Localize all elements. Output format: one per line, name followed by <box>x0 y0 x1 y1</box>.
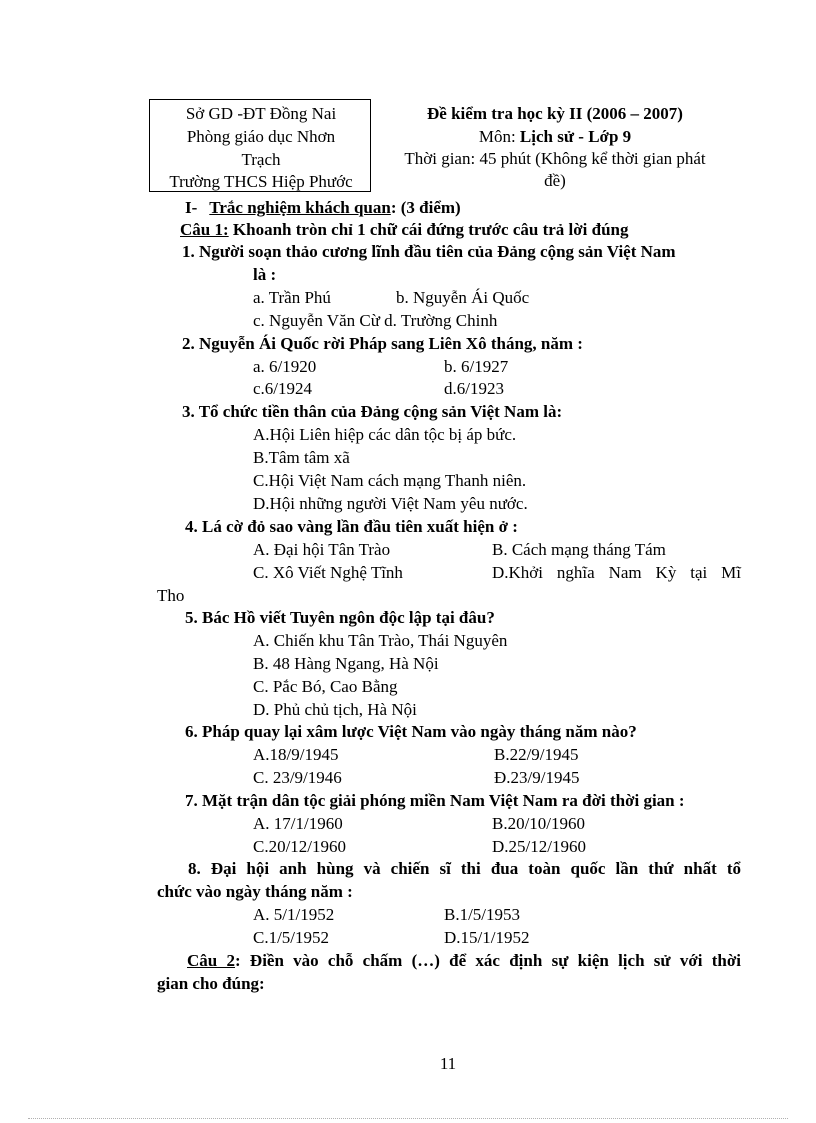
time-line-2: đề) <box>544 171 566 190</box>
q1-option-a: a. Trần Phú <box>253 288 331 307</box>
q5-option-b: B. 48 Hàng Ngang, Hà Nội <box>253 654 439 673</box>
q2-option-c: c.6/1924 <box>253 379 313 398</box>
question-3: 3. Tổ chức tiền thân của Đảng cộng sản Việt Nam là: <box>182 402 563 421</box>
q6-option-c: C. 23/9/1946 <box>253 768 342 787</box>
subject-line <box>380 126 730 148</box>
q8-option-d: D.15/1/1952 <box>444 928 530 947</box>
q2-option-a: a. 6/1920 <box>253 357 317 376</box>
question-8: 8. Đại hội anh hùng và chiến sĩ thi đua toàn quốc lần thứ nhất tổ <box>188 859 741 878</box>
section-title: Trắc nghiệm khách quan <box>209 198 391 217</box>
q5-option-c: C. Pắc Bó, Cao Bằng <box>253 677 398 696</box>
q5-option-a: A. Chiến khu Tân Trào, Thái Nguyên <box>253 631 508 650</box>
cau2-heading <box>157 950 741 972</box>
exam-title: Đề kiểm tra học kỳ II (2006 – 2007) <box>427 104 683 123</box>
q2-option-b: b. 6/1927 <box>444 357 509 376</box>
department-name: Sở GD -ĐT Đồng Nai <box>185 104 337 123</box>
q8-option-b: B.1/5/1953 <box>444 905 521 924</box>
school-name: Trường THCS Hiệp Phước <box>169 172 353 191</box>
section-points: : (3 điểm) <box>390 198 461 217</box>
office-name: Phòng giáo dục Nhơn <box>186 127 336 146</box>
question-8-cont: chức vào ngày tháng năm : <box>157 882 353 901</box>
question-7: 7. Mặt trận dân tộc giải phóng miền Nam Việt Nam ra đời thời gian : <box>185 791 685 810</box>
q7-option-a: A. 17/1/1960 <box>253 814 343 833</box>
q7-option-d: D.25/12/1960 <box>492 837 586 856</box>
subject-name: Lịch sử - Lớp 9 <box>519 127 632 146</box>
cau2-instruction-cont: gian cho đúng: <box>157 974 265 993</box>
office-name-cont: Trạch <box>241 150 281 169</box>
section-number: I- <box>185 198 198 217</box>
q6-option-b: B.22/9/1945 <box>494 745 579 764</box>
q8-option-c: C.1/5/1952 <box>253 928 330 947</box>
question-1: 1. Người soạn thảo cương lĩnh đầu tiên của Đảng cộng sản Việt Nam <box>182 242 676 261</box>
q4-option-d: D.Khởi nghĩa Nam Kỳ tại Mĩ <box>492 563 741 582</box>
q7-option-b: B.20/10/1960 <box>492 814 586 833</box>
q1-option-b: b. Nguyễn Ái Quốc <box>396 288 530 307</box>
q4-option-d-cont: Tho <box>157 586 185 605</box>
q8-option-a: A. 5/1/1952 <box>253 905 335 924</box>
q6-option-d: Đ.23/9/1945 <box>494 768 580 787</box>
cau2-instruction: : Điền vào chỗ chấm (…) để xác định sự kiện lịch sử với thời <box>235 951 741 970</box>
cau1-heading <box>180 219 629 241</box>
question-4: 4. Lá cờ đỏ sao vàng lần đầu tiên xuất hiện ở : <box>185 517 518 536</box>
page-bottom-rule <box>28 1118 788 1119</box>
question-1-cont: là : <box>253 265 277 284</box>
time-line-1: Thời gian: 45 phút (Không kể thời gian phát <box>404 149 706 168</box>
question-2: 2. Nguyễn Ái Quốc rời Pháp sang Liên Xô tháng, năm : <box>182 334 583 353</box>
q4-option-c: C. Xô Viết Nghệ Tĩnh <box>253 563 403 582</box>
cau2-label: Câu 2 <box>187 951 235 970</box>
q1-option-cd: c. Nguyễn Văn Cừ d. Trường Chinh <box>253 311 498 330</box>
q7-option-c: C.20/12/1960 <box>253 837 347 856</box>
q5-option-d: D. Phủ chủ tịch, Hà Nội <box>253 700 417 719</box>
q3-option-c: C.Hội Việt Nam cách mạng Thanh niên. <box>253 471 527 490</box>
q6-option-a: A.18/9/1945 <box>253 745 339 764</box>
q2-option-d: d.6/1923 <box>444 379 504 398</box>
school-info-box <box>149 99 371 192</box>
subject-prefix: Môn: <box>478 127 520 146</box>
q3-option-b: B.Tâm tâm xã <box>253 448 350 467</box>
question-5: 5. Bác Hồ viết Tuyên ngôn độc lập tại đâu? <box>185 608 495 627</box>
q3-option-a: A.Hội Liên hiệp các dân tộc bị áp bức. <box>253 425 517 444</box>
cau1-instruction: Khoanh tròn chỉ 1 chữ cái đứng trước câu trả lời đúng <box>228 220 629 239</box>
question-6: 6. Pháp quay lại xâm lược Việt Nam vào ngày tháng năm nào? <box>185 722 637 741</box>
q4-option-a: A. Đại hội Tân Trào <box>253 540 391 559</box>
q3-option-d: D.Hội những người Việt Nam yêu nước. <box>253 494 528 513</box>
q4-option-b: B. Cách mạng tháng Tám <box>492 540 666 559</box>
cau1-label: Câu 1: <box>180 220 229 239</box>
section-heading <box>185 197 461 219</box>
page-number: 11 <box>439 1054 457 1073</box>
